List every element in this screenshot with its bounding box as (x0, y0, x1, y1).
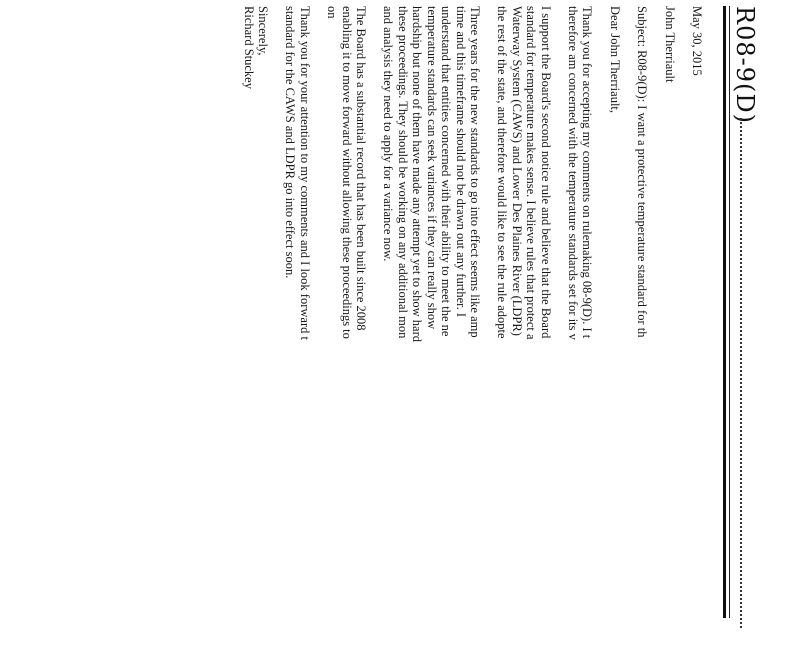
header-rule-thick (723, 6, 726, 618)
docket-header (718, 6, 758, 646)
paragraph-4 (325, 6, 368, 646)
docket-number: R08-9(D) (731, 6, 759, 124)
letter-date: May 30, 2015 (690, 6, 704, 76)
paragraph-line: and analysis they need to apply for a variance now. (381, 6, 396, 262)
paragraph-line: Three years for the new standards to go into effect seems like amp (467, 6, 482, 338)
paragraph-line: therefore am concerned with the temperature standards set for its v (565, 6, 580, 340)
letter-recipient: John Therriault (662, 6, 677, 83)
letter-closing: Sincerely, (256, 6, 271, 56)
paragraph-line: understand that entities concerned with their ability to meet the ne (439, 6, 454, 337)
paragraph-line: temperature standards can seek variances if they can really show (424, 6, 439, 330)
header-rule-thin (729, 6, 730, 618)
paragraph-3 (381, 6, 482, 646)
letter-salutation: Dear John Therriault, (607, 6, 622, 114)
paragraph-line: Waterway System (CAWS) and Lower Des Plaines River (LDPR) (509, 6, 524, 336)
paragraph-line: enabling it to move forward without allowing these proceedings to (339, 6, 354, 339)
paragraph-5 (283, 6, 312, 646)
dotted-leader (740, 118, 742, 628)
paragraph-line: standard for temperature makes sense. I believe rules that protect a (524, 6, 539, 340)
paragraph-line: Thank you for accepting my comments on rulemaking 08-9(D). I t (580, 6, 595, 339)
paragraph-line: these proceedings. They should be working on any additional mon (395, 6, 410, 339)
paragraph-line: hardship but none of them have made any attempt yet to show hard (410, 6, 425, 343)
paragraph-line: standard for the CAWS and LDPR go into effect soon. (283, 6, 298, 279)
paragraph-line: I support the Board's second notice rule and believe that the Board (538, 6, 553, 339)
letter-subject: Subject: R08-9(D): I want a protective temperature standard for th (635, 6, 650, 338)
paragraph-1 (566, 6, 595, 646)
paragraph-2 (495, 6, 553, 646)
letter-signer: Richard Stuckey (241, 6, 256, 89)
letter-body (241, 6, 704, 646)
paragraph-line: the rest of the state, and therefore would like to see the rule adopte (495, 6, 510, 339)
paragraph-line: Thank you for your attention to my comments and I look forward t (297, 6, 312, 340)
paragraph-line: time and this timeframe should not be drawn out any further. I (453, 6, 468, 318)
paragraph-line: on (325, 6, 340, 19)
paragraph-line: The Board has a substantial record that has been built since 2008 (354, 6, 369, 331)
